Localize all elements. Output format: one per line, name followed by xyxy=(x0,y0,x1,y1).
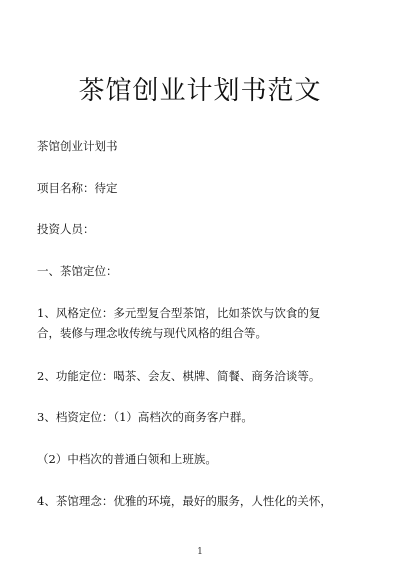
paragraph-grade-positioning: 3、档资定位：（1）高档次的商务客户群。 xyxy=(37,410,253,424)
paragraph-style-positioning: 1、风格定位：多元型复合型茶馆，比如茶饮与饮食的复合，装修与理念收传统与现代风格的组合等。 xyxy=(37,306,321,341)
page-number: 1 xyxy=(197,547,203,557)
paragraph-plan-heading: 茶馆创业计划书 xyxy=(37,139,118,153)
paragraph-mid-grade: （2）中档次的普通白领和上班族。 xyxy=(37,452,217,466)
paragraph-project-name: 项目名称：待定 xyxy=(37,181,118,195)
paragraph-section-positioning: 一、茶馆定位： xyxy=(37,264,118,278)
paragraph-investors: 投资人员： xyxy=(37,222,95,236)
paragraph-function-positioning: 2、功能定位：喝茶、会友、棋牌、简餐、商务洽谈等。 xyxy=(37,369,321,383)
paragraph-teahouse-concept: 4、茶馆理念：优雅的环境，最好的服务，人性化的关怀， xyxy=(37,494,332,508)
document-title: 茶馆创业计划书范文 xyxy=(78,76,322,106)
